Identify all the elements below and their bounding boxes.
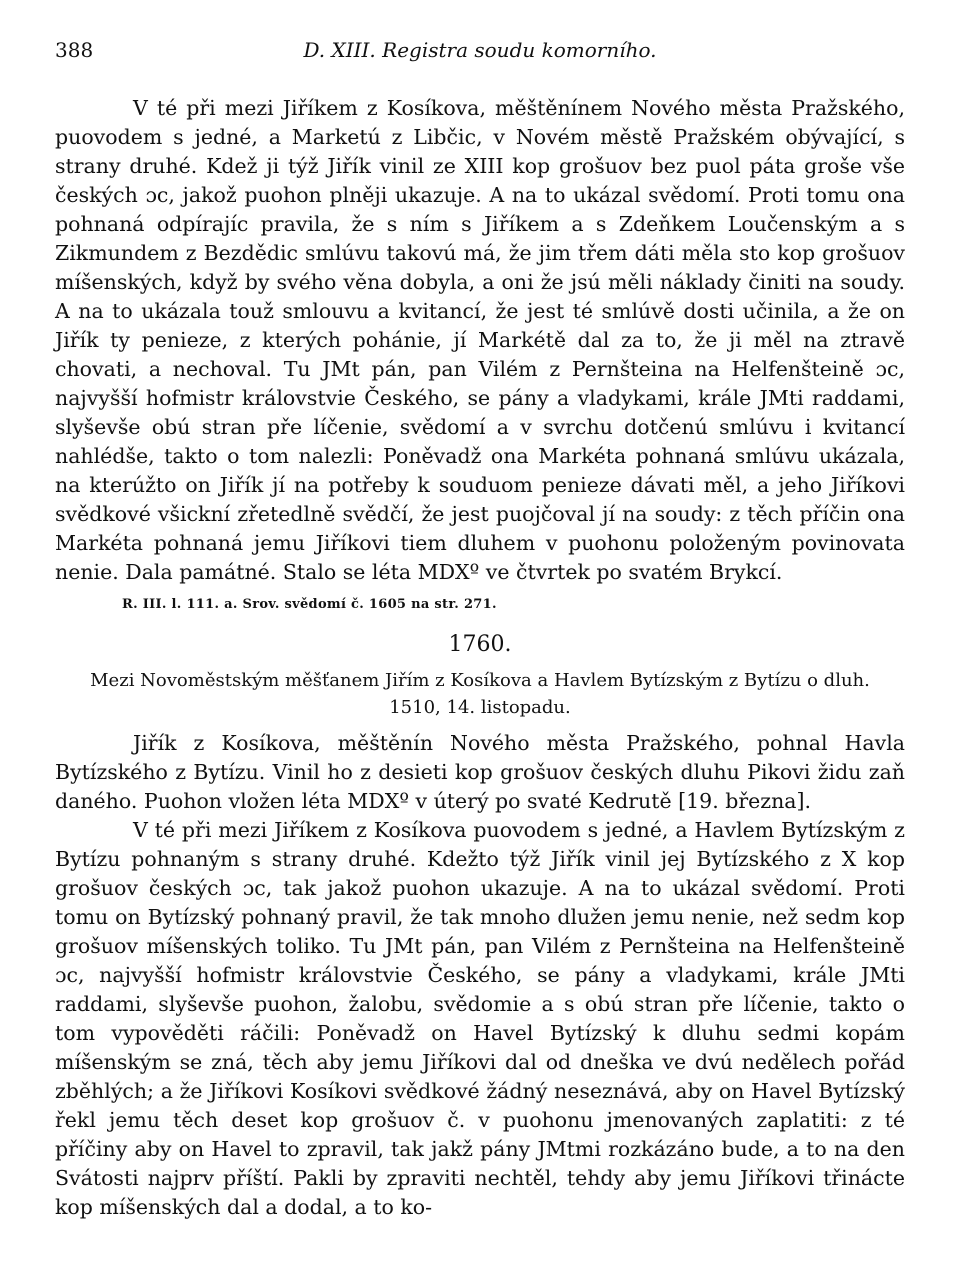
entry-1760 [55, 632, 905, 1222]
entry-1759-paragraph: V té při mezi Jiříkem z Kosíkova, měštěnínem Nového města Pražského, puovodem s jedné, a Marketú z Libčic, v Novém městě Pražském obývající, s strany druhé. Kdež ji týž Jiřík vinil ze XIII kop grošuov bez puol páta groše vše českých ɔc, jakož puohon plněji ukazuje. A na to ukázal svědomí. Proti tomu ona pohnaná odpírajíc pravila, že s ním s Jiříkem a s Zdeňkem Loučenským a s Zikmundem z Bezdědic smlúvu takovú má, že jim třem dáti měla sto kop grošuov míšenských, když by svého věna dobyla, a oni že jsú měli náklady činiti na soudy. A na to ukázala touž smlouvu a kvitancí, že jest té smlúvě dosti učinila, a že on Jiřík ty penieze, z kterých pohánie, jí Markétě dal za to, že ji měl na ztravě chovati, a nechoval. Tu JMt pán, pan Vilém z Pernšteina na Helfenšteině ɔc, najvyšší hofmistr královstvie Českého, se pány a vladykami, krále JMti raddami, slyševše obú stran pře líčenie, svědomí a v svrchu dotčenú smlúvu i kvitancí nahlédše, takto o tom nalezli: Poněvadž ona Markéta pohnaná smlúvu ukázala, na kterúžto on Jiřík jí na potřeby k souduom penieze dávati měl, a jeho Jiříkovi svědkové všickní zřetedlně svědčí, že jest puojčoval jí na soudy: z těch příčin ona Markéta pohnaná jemu Jiříkovi tiem dluhem v puohonu položeným povinovata nenie. Dala památné. Stalo se léta MDXº ve čtvrtek po svatém Brykcí. [55, 96, 905, 584]
running-title: D. XIII. Registra soudu komorního. [303, 38, 657, 62]
entry-1760-paragraph-2: V té při mezi Jiříkem z Kosíkova puovodem s jedné, a Havlem Bytízským z Bytízu pohnaným s strany druhé. Kdežto týž Jiřík vinil jej Bytízského z X kop grošuov českých ɔc, tak jakož puohon ukazuje. A na to ukázal svědomí. Proti tomu on Bytízský pohnaný pravil, že tak mnoho dlužen jemu nenie, než sedm kop grošuov míšenských toliko. Tu JMt pán, pan Vilém z Pernšteina na Helfenšteině ɔc, najvyšší hofmistr královstvie Českého, se pány a vladykami, krále JMti raddami, slyševše puohon, žalobu, svědomie a s obú stran pře líčenie, takto o tom vypověděti ráčili: Poněvadž on Havel Bytízský k dluhu sedmi kopám míšenským se zná, těch aby jemu Jiříkovi dal od dneška ve dvú nedělech pořád zběhlých; a že Jiříkovi Kosíkovi svědkové žádný neseznává, aby on Havel Bytízský řekl jemu těch deset kop grošuov č. v puohonu jmenovaných zaplatiti: z té příčiny aby on Havel to zpravil, tak jakž pány JMtmi rozkázáno bude, a to na den Svátosti najprv příští. Pakli by zpraviti nechtěl, tehdy aby jemu Jiříkovi třinácte kop míšenských dal a dodal, a to ko- [55, 818, 905, 1219]
page-number: 388 [55, 38, 94, 62]
entry-1759-continuation [55, 94, 905, 612]
entry-summary: Mezi Novoměstským měšťanem Jiřím z Kosíkova a Havlem Bytízským z Bytízu o dluh. [90, 670, 870, 691]
entry-1760-paragraph-1: Jiřík z Kosíkova, měštěnín Nového města Pražského, pohnal Havla Bytízského z Bytízu. Vinil ho z desieti kop grošuov českých dluhu Pikovi židu zaň daného. Puohon vložen léta MDXº v úterý po svaté Kedrutě [19. března]. [55, 731, 905, 813]
page-header [55, 38, 905, 78]
source-note: R. III. l. 111. a. Srov. svědomí č. 1605 na str. 271. [122, 597, 497, 612]
entry-date: 1510, 14. listopadu. [389, 697, 571, 718]
entry-number: 1760. [448, 632, 512, 657]
